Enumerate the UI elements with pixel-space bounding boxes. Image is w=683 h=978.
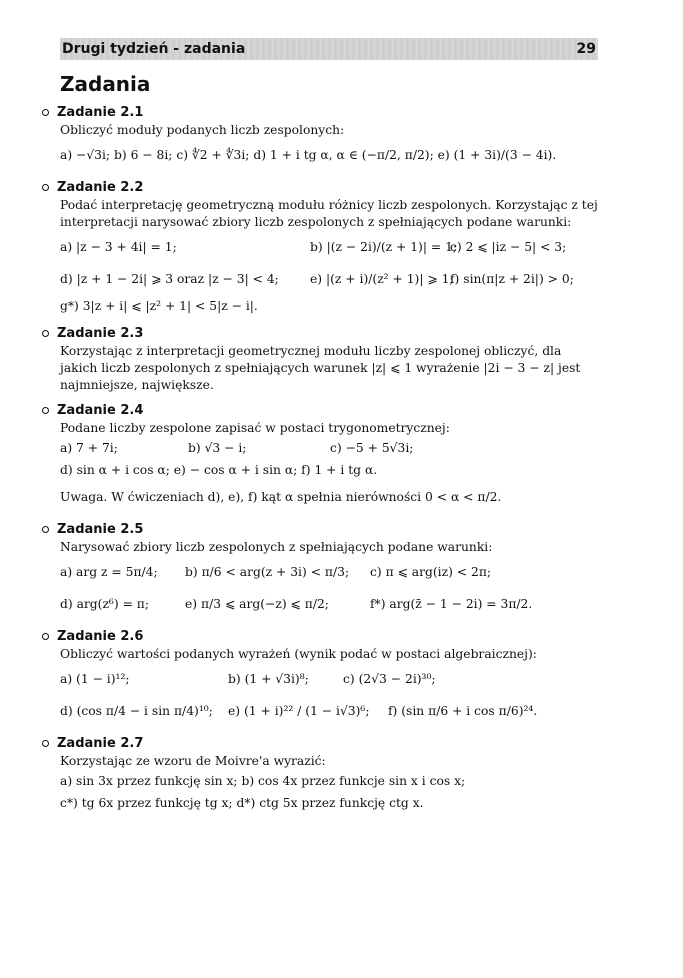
exercise-row: a) −√3i; b) 6 − 8i; c) ∜2 + ∜3i; d) 1 + i tg α, α ∈ (−π/2, π/2); e) (1 + 3i)/(3 − 4i). (60, 147, 557, 162)
exercise-item: e) (1 + i)²² / (1 − i√3)⁶; (228, 703, 370, 718)
task-2-6 (42, 627, 602, 727)
task-label: Zadanie 2.1 (57, 105, 144, 120)
exercise-item: d) arg(z⁶) = π; (60, 596, 150, 611)
task-text: Obliczyć moduły podanych liczb zespolonych: (60, 123, 345, 137)
exercise-item: f) sin(π|z + 2i|) > 0; (450, 271, 574, 286)
exercise-item: c) 2 ⩽ |iz − 5| < 3; (450, 239, 567, 254)
circle-bullet-icon (42, 330, 49, 337)
circle-bullet-icon (42, 740, 49, 747)
exercise-item: a) |z − 3 + 4i| = 1; (60, 239, 177, 254)
task-label: Zadanie 2.3 (57, 326, 144, 341)
task-2-2 (42, 178, 602, 317)
task-label: Zadanie 2.4 (57, 403, 144, 418)
running-header (60, 38, 598, 60)
exercise-item: b) |(z − 2i)/(z + 1)| = 1; (310, 239, 458, 254)
exercise-item: c) (2√3 − 2i)³⁰; (343, 671, 436, 686)
exercise-item: a) (1 − i)¹²; (60, 671, 130, 686)
task-2-3 (42, 324, 602, 394)
task-list (42, 103, 602, 821)
exercise-item: c) −5 + 5√3i; (330, 440, 414, 455)
task-text: Korzystając z interpretacji geometrycznej modułu liczby zespolonej obliczyć, dla jakich liczb zespolonych z spełniających warunek |z| ⩽ 1 wyrażenie |2i − 3 − z| jest najmniejsze, największe. (60, 344, 581, 392)
exercise-item: c*) tg 6x przez funkcję tg x; d*) ctg 5x przez funkcję ctg x. (60, 795, 424, 810)
circle-bullet-icon (42, 526, 49, 533)
task-label: Zadanie 2.6 (57, 629, 144, 644)
exercise-item: e) |(z + i)/(z² + 1)| ⩾ 1; (310, 271, 454, 286)
exercise-item: f*) arg(z̄ − 1 − 2i) = 3π/2. (370, 596, 533, 611)
exercise-item: d) sin α + i cos α; e) − cos α + i sin α; f) 1 + i tg α. (60, 462, 378, 477)
task-label: Zadanie 2.2 (57, 180, 144, 195)
page-number: 29 (576, 41, 596, 57)
task-2-4 (42, 401, 602, 513)
task-text: Narysować zbiory liczb zespolonych z spełniających podane warunki: (60, 540, 493, 554)
note-text: Uwaga. W ćwiczeniach d), e), f) kąt α spełnia nierówności 0 < α < π/2. (60, 489, 502, 504)
task-2-1 (42, 103, 602, 171)
task-2-7 (42, 734, 602, 814)
task-2-5 (42, 520, 602, 620)
exercise-item: a) sin 3x przez funkcję sin x; b) cos 4x przez funkcje sin x i cos x; (60, 773, 466, 788)
exercise-item: a) arg z = 5π/4; (60, 564, 158, 579)
exercise-item: c) π ⩽ arg(iz) < 2π; (370, 564, 492, 579)
circle-bullet-icon (42, 633, 49, 640)
task-text: Korzystając ze wzoru de Moivre'a wyrazić: (60, 754, 326, 768)
task-text: Podane liczby zespolone zapisać w postaci trygonometrycznej: (60, 421, 450, 435)
page-title: Zadania (60, 72, 151, 96)
section-title: Drugi tydzień - zadania (62, 41, 246, 57)
exercise-item: b) π/6 < arg(z + 3i) < π/3; (185, 564, 350, 579)
exercise-item: e) π/3 ⩽ arg(−z) ⩽ π/2; (185, 596, 329, 611)
task-text: Obliczyć wartości podanych wyrażeń (wynik podać w postaci algebraicznej): (60, 647, 537, 661)
exercise-item: b) (1 + √3i)⁸; (228, 671, 309, 686)
exercise-item: d) (cos π/4 − i sin π/4)¹⁰; (60, 703, 213, 718)
task-label: Zadanie 2.7 (57, 736, 144, 751)
exercise-item: g*) 3|z + i| ⩽ |z² + 1| < 5|z − i|. (60, 298, 258, 313)
task-text: Podać interpretację geometryczną modułu różnicy liczb zespolonych. Korzystając z tej interpretacji narysować zbiory liczb zespolonych z spełniających podane warunki: (60, 198, 598, 229)
task-label: Zadanie 2.5 (57, 522, 144, 537)
exercise-item: f) (sin π/6 + i cos π/6)²⁴. (388, 703, 538, 718)
exercise-item: b) √3 − i; (188, 440, 247, 455)
circle-bullet-icon (42, 109, 49, 116)
exercise-item: a) 7 + 7i; (60, 440, 118, 455)
exercise-item: d) |z + 1 − 2i| ⩾ 3 oraz |z − 3| < 4; (60, 271, 279, 286)
circle-bullet-icon (42, 407, 49, 414)
circle-bullet-icon (42, 184, 49, 191)
